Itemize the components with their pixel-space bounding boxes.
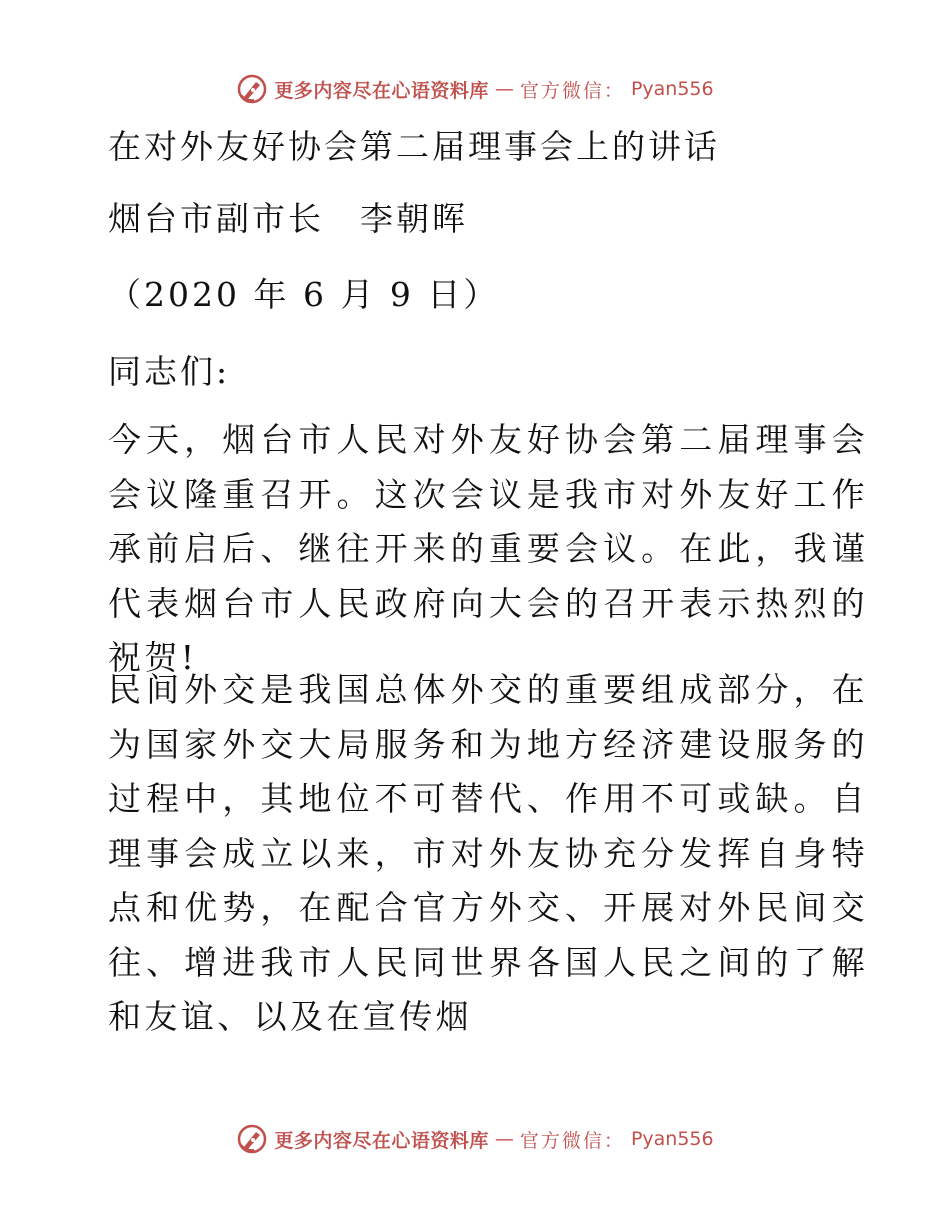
watermark-site-text: 更多内容尽在心语资料库 <box>274 1129 489 1152</box>
watermark-wechat-id: Pyan556 <box>630 1128 714 1150</box>
header-watermark <box>0 72 950 106</box>
document-title: 在对外友好协会第二届理事会上的讲话 <box>108 127 720 166</box>
watermark-site-text: 更多内容尽在心语资料库 <box>274 79 489 102</box>
document-author: 烟台市副市长 李朝晖 <box>108 199 468 238</box>
watermark-dash: — <box>494 1128 514 1150</box>
pen-nib-logo-icon <box>236 73 268 105</box>
pen-nib-logo-icon <box>236 1123 268 1155</box>
paragraph-2: 民间外交是我国总体外交的重要组成部分，在为国家外交大局服务和为地方经济建设服务的过程中，其地位不可替代、作用不可或缺。自理事会成立以来，市对外友协充分发挥自身特点和优势，在配合官方外交、开展对外民间交往、增进我市人民同世界各国人民之间的了解和友谊、以及在宣传烟 <box>108 670 868 1036</box>
document-greeting: 同志们: <box>108 352 231 391</box>
watermark-official-label: 官方微信： <box>519 79 625 102</box>
document-date: （2020 年 6 月 9 日） <box>108 275 500 314</box>
watermark-official-label: 官方微信： <box>519 1129 625 1152</box>
footer-watermark <box>0 1122 950 1156</box>
watermark-dash: — <box>494 78 514 100</box>
watermark-wechat-id: Pyan556 <box>630 78 714 100</box>
paragraph-1: 今天，烟台市人民对外友好协会第二届理事会会议隆重召开。这次会议是我市对外友好工作承前启后、继往开来的重要会议。在此，我谨代表烟台市人民政府向大会的召开表示热烈的祝贺! <box>108 420 868 677</box>
